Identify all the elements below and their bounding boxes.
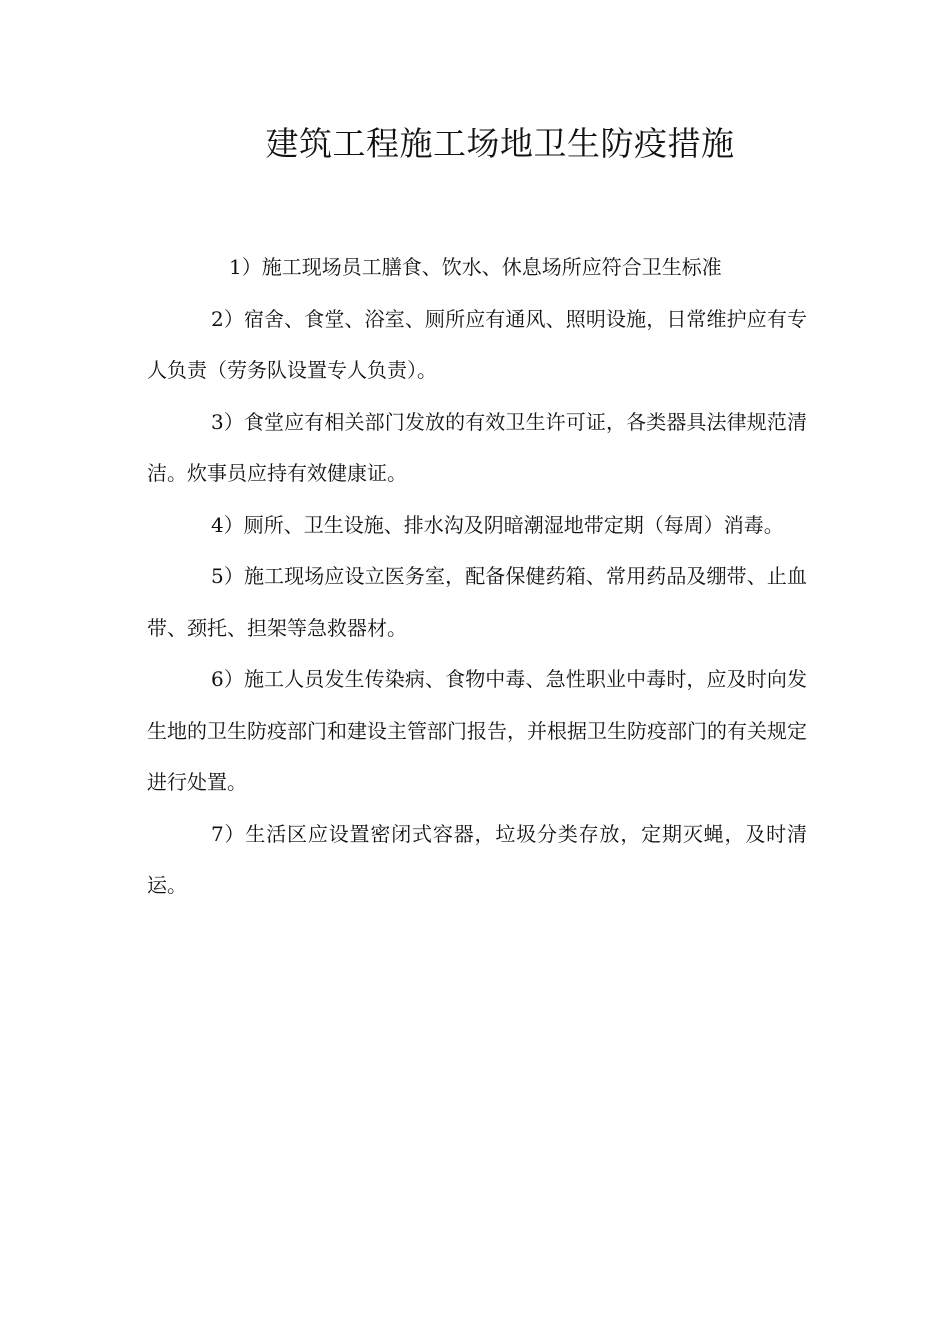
paragraph-2: 2）宿舍、食堂、浴室、厕所应有通风、照明设施，日常维护应有专人负责（劳务队设置专人负责）。 <box>147 306 807 382</box>
paragraph-3: 3）食堂应有相关部门发放的有效卫生许可证，各类器具法律规范清洁。炊事员应持有效健康证。 <box>147 409 807 485</box>
paragraph-5: 5）施工现场应设立医务室，配备保健药箱、常用药品及绷带、止血带、颈托、担架等急救器材。 <box>147 564 807 640</box>
paragraph-4: 4）厕所、卫生设施、排水沟及阴暗潮湿地带定期（每周）消毒。 <box>211 512 784 537</box>
document-body <box>147 242 807 912</box>
document-title: 建筑工程施工场地卫生防疫措施 <box>265 124 735 163</box>
paragraph-1: 1）施工现场员工膳食、饮水、休息场所应符合卫生标准 <box>229 255 722 279</box>
paragraph-7: 7）生活区应设置密闭式容器，垃圾分类存放，定期灭蝇，及时清运。 <box>147 821 807 897</box>
paragraph-6: 6）施工人员发生传染病、食物中毒、急性职业中毒时，应及时向发生地的卫生防疫部门和建设主管部门报告，并根据卫生防疫部门的有关规定进行处置。 <box>147 667 807 794</box>
